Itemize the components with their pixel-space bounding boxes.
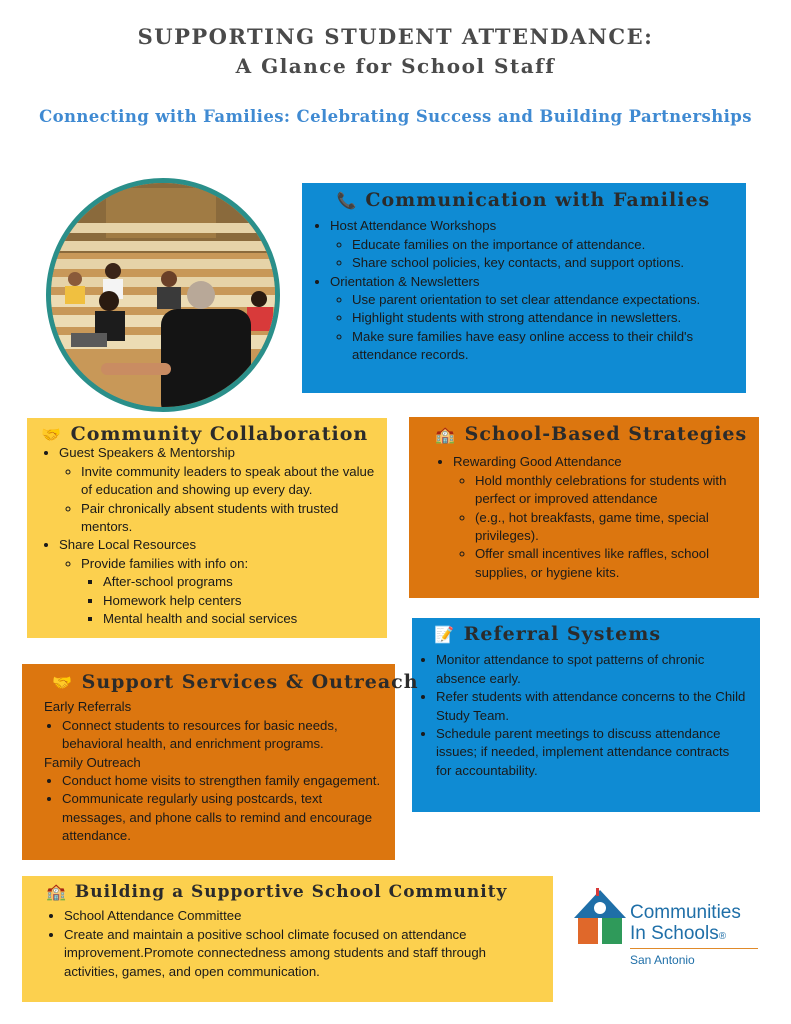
list-item: ◦ Provide families with info on: ▪ After-school programs ▪ Homework help centers ▪ Mental health and social services (81, 555, 377, 629)
communication-section (302, 183, 746, 393)
list-item: ◦ Educate families on the importance of attendance. (352, 236, 734, 254)
building-heading: 🏫 Building a Supportive School Community (46, 882, 508, 902)
list-item: • Monitor attendance to spot patterns of chronic absence early. (436, 651, 748, 688)
logo-name: Communities In Schools® (630, 902, 741, 944)
school-based-section (409, 417, 759, 598)
section-heading: Connecting with Families: Celebrating Success and Building Partnerships (39, 107, 752, 126)
classroom-photo (46, 178, 280, 412)
early-referrals-label: Early Referrals (44, 699, 132, 715)
house-logo-icon (572, 888, 628, 950)
list-item: ◦ Hold monthly celebrations for students with perfect or improved attendance (475, 472, 745, 509)
list-item: ▪ After-school programs (103, 573, 377, 591)
logo-location: San Antonio (630, 953, 695, 967)
communication-heading: 📞 Communication with Families (336, 189, 711, 211)
list-item: ▪ Mental health and social services (103, 610, 377, 628)
list-item: • Connect students to resources for basic needs, behavioral health, and enrichment programs. (62, 717, 387, 754)
list-item: • Conduct home visits to strengthen family engagement. (62, 772, 387, 790)
community-section (27, 418, 387, 638)
list-item: ◦ (e.g., hot breakfasts, game time, special privileges). (475, 509, 745, 546)
list-item: • Create and maintain a positive school climate focused on attendance improvement.Promote connectedness among students and staff through activities, games, and open communication. (64, 926, 539, 981)
school-based-list (435, 453, 745, 582)
community-heading: 🤝 Community Collaboration (41, 423, 369, 445)
referral-list (418, 651, 748, 780)
logo-divider (630, 948, 758, 949)
referral-heading: 📝 Referral Systems (434, 623, 662, 645)
phone-icon: 📞 (336, 191, 357, 210)
list-item: • School Attendance Committee (64, 907, 539, 925)
support-section (22, 664, 419, 860)
list-item: • Share Local Resources ◦ Provide families with info on: ▪ After-school programs ▪ Homework help centers ▪ Mental health and social services (59, 536, 377, 628)
list-item: • Rewarding Good Attendance ◦ Hold monthly celebrations for students with perfect or improved attendance ◦ (e.g., hot breakfasts, game time, special privileges). ◦ Offer small incentives like raffles, school supplies, or hygiene kits. (453, 453, 745, 582)
school-icon: 🏫 (435, 425, 455, 444)
list-item: • Schedule parent meetings to discuss attendance issues; if needed, implement attendance contracts for accountability. (436, 725, 748, 780)
list-item: ◦ Offer small incentives like raffles, school supplies, or hygiene kits. (475, 545, 745, 582)
family-outreach-label: Family Outreach (44, 754, 141, 770)
page-title: SUPPORTING STUDENT ATTENDANCE: (137, 24, 654, 49)
list-item: • Guest Speakers & Mentorship ◦ Invite community leaders to speak about the value of education and showing up every day. ◦ Pair chronically absent students with trusted mentors. (59, 444, 377, 536)
memo-icon: 📝 (434, 625, 454, 644)
early-referrals-list (44, 717, 387, 754)
community-list (41, 444, 377, 628)
building-section (22, 876, 553, 1002)
list-item: • Host Attendance Workshops ◦ Educate families on the importance of attendance. ◦ Share school policies, key contacts, and support options. (330, 217, 734, 272)
handshake-icon: 🤝 (41, 425, 61, 444)
school-icon: 🏫 (46, 882, 66, 901)
list-item: ◦ Share school policies, key contacts, and support options. (352, 254, 734, 272)
list-item: ◦ Use parent orientation to set clear attendance expectations. (352, 291, 734, 309)
family-outreach-list (44, 772, 387, 846)
list-item: ◦ Invite community leaders to speak about the value of education and showing up every day. (81, 463, 377, 500)
support-heading: 🤝 Support Services & Outreach (52, 671, 419, 693)
page-subtitle: A Glance for School Staff (235, 54, 556, 78)
list-item: • Refer students with attendance concerns to the Child Study Team. (436, 688, 748, 725)
list-item: ◦ Make sure families have easy online access to their child's attendance records. (352, 328, 734, 365)
list-item: • Communicate regularly using postcards, text messages, and phone calls to remind and encourage attendance. (62, 790, 387, 845)
communication-list (312, 217, 734, 364)
classroom-illustration (51, 183, 275, 407)
communities-in-schools-logo (572, 884, 772, 974)
list-item: ▪ Homework help centers (103, 592, 377, 610)
list-item: ◦ Pair chronically absent students with trusted mentors. (81, 500, 377, 537)
list-item: ◦ Highlight students with strong attendance in newsletters. (352, 309, 734, 327)
school-based-heading: 🏫 School-Based Strategies (435, 423, 748, 445)
building-list (46, 907, 539, 981)
list-item: • Orientation & Newsletters ◦ Use parent orientation to set clear attendance expectations. ◦ Highlight students with strong attendance in newsletters. ◦ Make sure families have easy online access to their child's attendance records. (330, 273, 734, 365)
handshake-icon: 🤝 (52, 673, 72, 692)
referral-section (412, 618, 760, 812)
